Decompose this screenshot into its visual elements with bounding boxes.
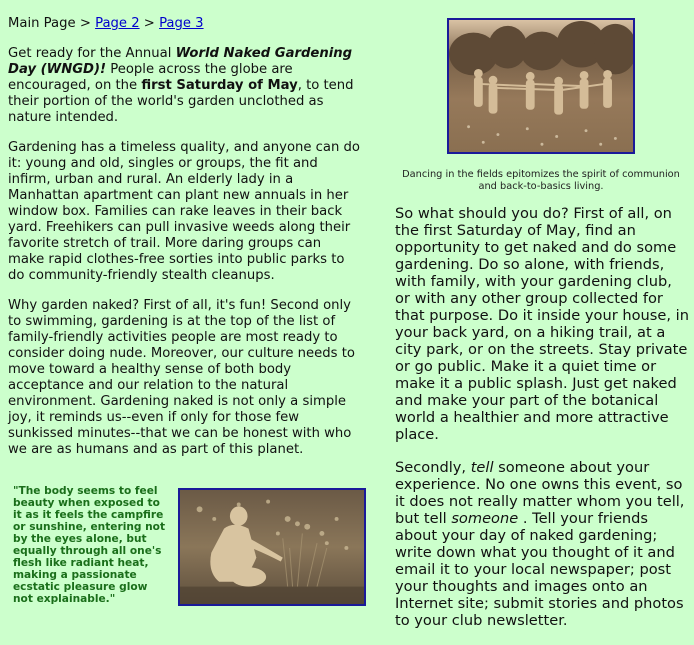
photo-dancing-in-fields — [447, 18, 635, 154]
breadcrumb — [8, 16, 360, 32]
photo-woman-gardening — [178, 488, 366, 606]
pull-quote: "The body seems to feel beauty when exposed to it as it feels the campfire or sunshine, entering not by the eyes alone, but equally through all one's flesh like radiant heat, making a passionate ecstatic pleasure glow not explainable." — [13, 485, 166, 605]
intro-text: , to tend their portion of the world's garden unclothed as nature intended. — [8, 78, 354, 125]
paragraph-text: . Tell your friends about your day of naked gardening; write down what you thought of it and email it to your local newspaper; post your thoughts and images onto an Internet site; submit stories and photos to your club newsletter. — [395, 510, 684, 629]
paragraph-text: someone about your experience. No one owns this event, so it does not really matter whom you tell, but tell — [395, 459, 685, 527]
event-name: World Naked Gardening Day (WNGD)! — [8, 46, 353, 77]
left-column — [8, 16, 360, 472]
emphasis-tell: tell — [470, 459, 494, 476]
breadcrumb-separator: > — [79, 16, 91, 31]
emphasis-someone: someone — [451, 510, 519, 527]
paragraph-why-garden-naked: Why garden naked? First of all, it's fun! Second only to swimming, gardening is at the top of the list of family-friendly activities people are most ready to consider doing nude. Moreover, our culture needs to move toward a healthy sense of both body acceptance and our relation to the natural environment. Gardening naked is not only a simple joy, it reminds us--even if only for those few sunkissed minutes--that we can be honest with who we are as humans and as part of this planet. — [8, 298, 355, 457]
event-date: first Saturday of May — [141, 78, 298, 93]
paragraph-who-can-garden: Gardening has a timeless quality, and anyone can do it: young and old, singles or groups, the fit and infirm, urban and rural. An elderly lady in a Manhattan apartment can plant new annuals in her window box. Families can rake leaves in their back yard. Freehikers can pull invasive weeds along their favorite stretch of trail. More daring groups can make rapid clothes-free sorties into public parks to do community-friendly stealth cleanups. — [8, 140, 360, 283]
paragraph-what-to-do: So what should you do? First of all, on the first Saturday of May, find an opportunity to get naked and do some gardening. Do so alone, with friends, with family, with your gardening club, or with any other group collected for that purpose. Do it inside your house, in your back yard, on a hiking trail, at a city park, or on the streets. Stay private or go public. Make it a quiet time or make it a public splash. Just get naked and make your part of the botanical world a healthier and more attractive place. — [395, 205, 689, 443]
photo-woman-gardening-image — [180, 490, 364, 604]
paragraph-tell-someone — [395, 459, 691, 629]
intro-text: People across the globe are encouraged, on the — [8, 62, 293, 93]
intro-paragraph — [8, 46, 360, 126]
breadcrumb-main-page: Main Page — [8, 16, 76, 31]
intro-text: Get ready for the Annual — [8, 46, 176, 61]
paragraph-text: Secondly, — [395, 459, 471, 476]
breadcrumb-page-3-link[interactable]: Page 3 — [159, 16, 204, 31]
right-column — [395, 205, 691, 645]
breadcrumb-page-2-link[interactable]: Page 2 — [95, 16, 140, 31]
breadcrumb-separator: > — [143, 16, 155, 31]
photo-dancing-in-fields-image — [449, 20, 633, 152]
photo-caption: Dancing in the fields epitomizes the spirit of communion and back-to-basics living. — [402, 169, 680, 192]
